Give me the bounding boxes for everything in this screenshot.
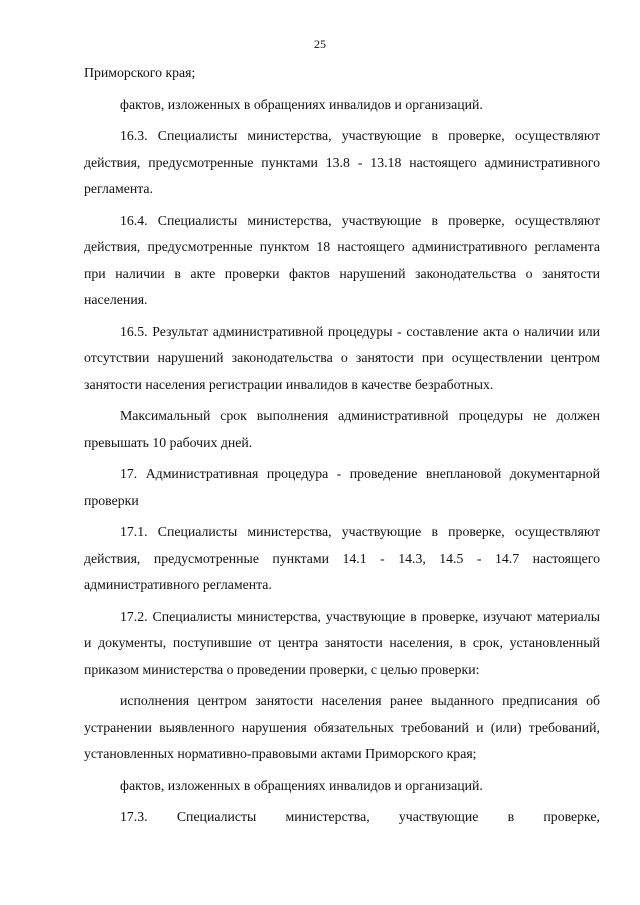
paragraph: 17.3. Специалисты министерства, участвующие в проверке, bbox=[120, 809, 600, 824]
paragraph: 17.2. Специалисты министерства, участвующие в проверке, изучают материалы и документы, поступившие от центра занятости населения, в срок, установленный приказом министерства о проведении проверки, с целью проверки: bbox=[84, 608, 600, 677]
paragraph: 16.4. Специалисты министерства, участвующие в проверке, осуществляют действия, предусмотренные пунктом 18 настоящего административного регламента при наличии в акте проверки фактов нарушений законодательства о занятости населения. bbox=[84, 212, 600, 307]
paragraph: фактов, изложенных в обращениях инвалидов и организаций. bbox=[120, 777, 483, 793]
document-body bbox=[84, 60, 600, 836]
paragraph: Максимальный срок выполнения административной процедуры не должен превышать 10 рабочих дней. bbox=[84, 408, 600, 450]
paragraph: Приморского края; bbox=[84, 65, 196, 80]
paragraph: фактов, изложенных в обращениях инвалидов и организаций. bbox=[120, 96, 483, 112]
page-number: 25 bbox=[314, 37, 326, 51]
paragraph: исполнения центром занятости населения ранее выданного предписания об устранении выявленного нарушения обязательных требований и (или) требований, установленных нормативно-правовыми актами Приморского края; bbox=[84, 693, 600, 761]
paragraph: 17. Административная процедура - проведение внеплановой документарной проверки bbox=[84, 466, 600, 508]
paragraph: 16.5. Результат административной процедуры - составление акта о наличии или отсутствии нарушений законодательства о занятости при осуществлении центром занятости населения регистрации инвалидов в качестве безработных. bbox=[84, 323, 600, 392]
paragraph: 17.1. Специалисты министерства, участвующие в проверке, осуществляют действия, предусмотренные пунктами 14.1 - 14.3, 14.5 - 14.7 настоящего административного регламента. bbox=[84, 524, 600, 592]
paragraph: 16.3. Специалисты министерства, участвующие в проверке, осуществляют действия, предусмотренные пунктами 13.8 - 13.18 настоящего административного регламента. bbox=[84, 128, 600, 196]
